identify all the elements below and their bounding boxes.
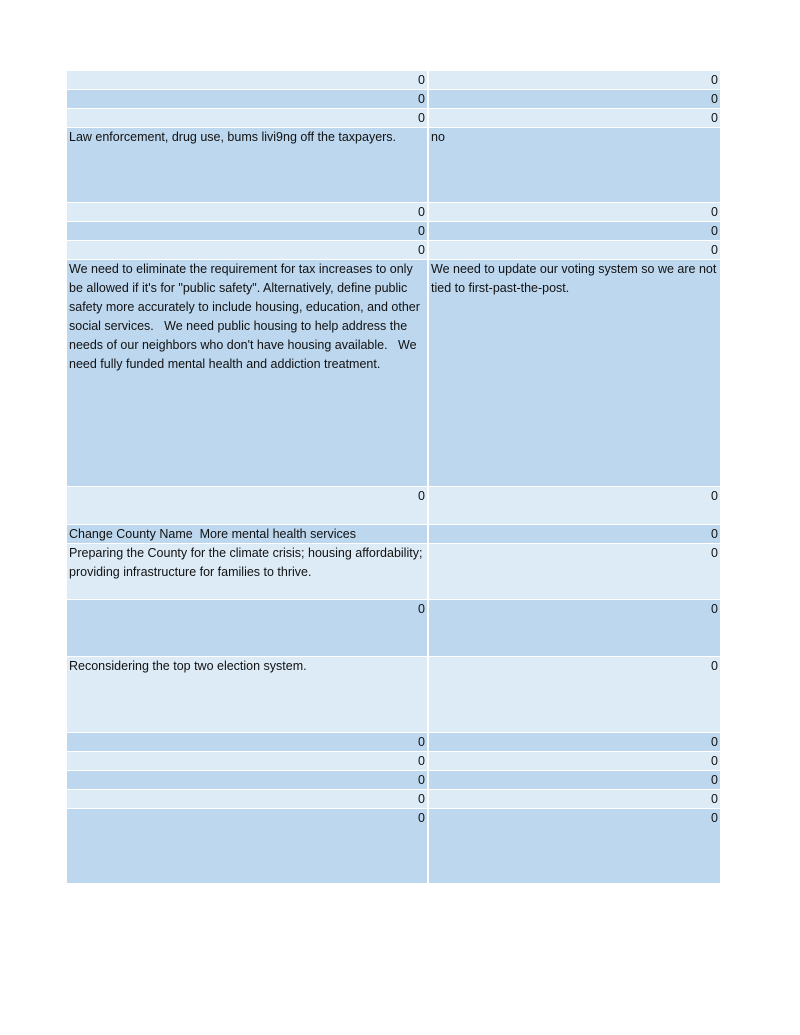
table-cell: Law enforcement, drug use, bums livi9ng off the taxpayers. (67, 128, 429, 202)
table-cell: 0 (429, 771, 720, 789)
table-cell: 0 (67, 487, 429, 524)
table-cell: no (429, 128, 720, 202)
table-cell: Change County Name More mental health services (67, 525, 429, 543)
table-row (67, 203, 720, 222)
table-cell: 0 (67, 203, 429, 221)
table-cell: 0 (429, 525, 720, 543)
table-cell: 0 (429, 600, 720, 656)
table-row (67, 241, 720, 260)
table-row (67, 600, 720, 657)
table-cell: We need to eliminate the requirement for tax increases to only be allowed if it's for "public safety". Alternatively, define public safety more accurately to include housing, education, and other social services. We need public housing to help address the needs of our neighbors who don't have housing available. We need fully funded mental health and addiction treatment. (67, 260, 429, 486)
table-row (67, 109, 720, 128)
table-row (67, 222, 720, 241)
table-cell: 0 (429, 109, 720, 127)
table-cell: 0 (67, 90, 429, 108)
table-cell: 0 (429, 657, 720, 732)
table-row (67, 487, 720, 525)
table-cell: 0 (429, 203, 720, 221)
table-cell: We need to update our voting system so we are not tied to first-past-the-post. (429, 260, 720, 486)
table-cell: 0 (429, 544, 720, 599)
table-row (67, 260, 720, 487)
table-row (67, 752, 720, 771)
table-cell: 0 (429, 809, 720, 883)
table-row (67, 544, 720, 600)
table-cell: 0 (67, 222, 429, 240)
table-cell: 0 (67, 790, 429, 808)
table-row (67, 733, 720, 752)
table-row (67, 525, 720, 544)
table-cell: Reconsidering the top two election system. (67, 657, 429, 732)
table-row (67, 790, 720, 809)
table-row (67, 657, 720, 733)
table-cell: 0 (429, 71, 720, 89)
table-cell: 0 (67, 733, 429, 751)
table-row (67, 771, 720, 790)
table-cell: 0 (429, 733, 720, 751)
table-cell: 0 (429, 752, 720, 770)
table-row (67, 71, 720, 90)
table-cell: 0 (67, 771, 429, 789)
table-row (67, 809, 720, 883)
table-cell: 0 (429, 90, 720, 108)
table-cell: 0 (429, 487, 720, 524)
table-cell: Preparing the County for the climate crisis; housing affordability; providing infrastructure for families to thrive. (67, 544, 429, 599)
table-row (67, 90, 720, 109)
response-table (67, 71, 720, 883)
table-row (67, 128, 720, 203)
table-cell: 0 (429, 241, 720, 259)
table-cell: 0 (429, 790, 720, 808)
table-cell: 0 (67, 241, 429, 259)
table-cell: 0 (67, 752, 429, 770)
table-cell: 0 (67, 600, 429, 656)
table-cell: 0 (67, 809, 429, 883)
table-cell: 0 (429, 222, 720, 240)
table-cell: 0 (67, 71, 429, 89)
table-cell: 0 (67, 109, 429, 127)
